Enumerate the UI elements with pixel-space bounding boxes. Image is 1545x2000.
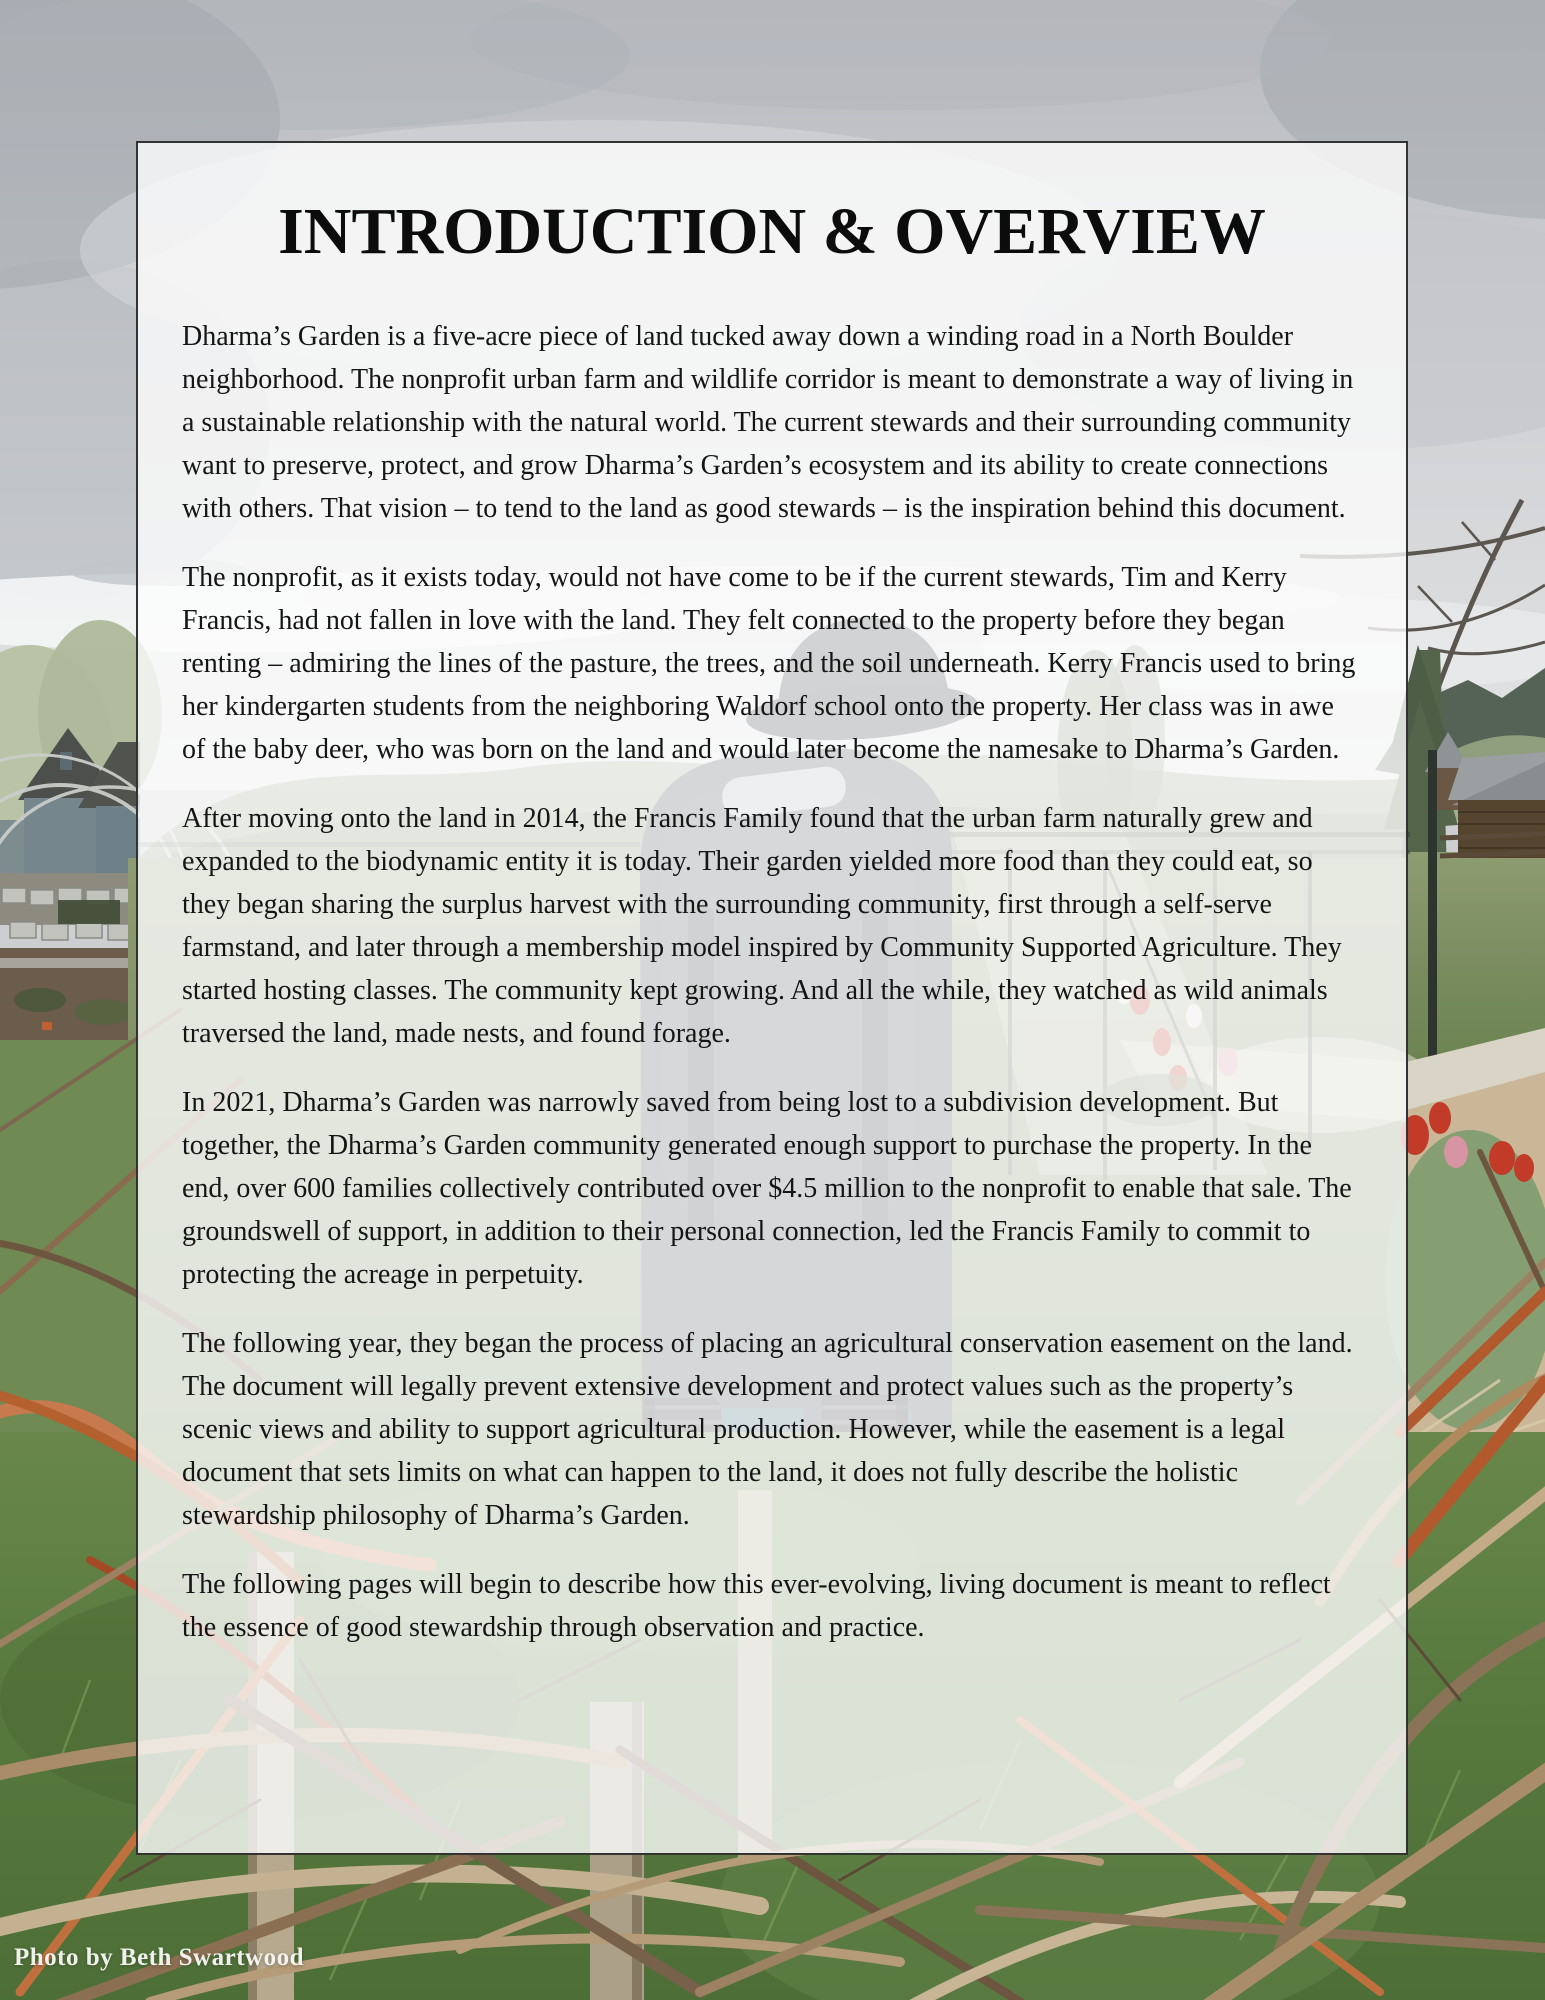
paragraph-5: The following year, they began the process of placing an agricultural conservation easement on the land. The document will legally prevent extensive development and protect values such as the property’s scenic views and ability to support agricultural production. However, while the easement is a legal document that sets limits on what can happen to the land, it does not fully describe the holistic stewardship philosophy of Dharma’s Garden.: [182, 1328, 1353, 1531]
paragraph-1: Dharma’s Garden is a five-acre piece of land tucked away down a winding road in a North Boulder neighborhood. The nonprofit urban farm and wildlife corridor is meant to demonstrate a way of living in a sustainable relationship with the natural world. The current stewards and their surrounding community want to preserve, protect, and grow Dharma’s Garden’s ecosystem and its ability to create connections with others. That vision – to tend to the land as good stewards – is the inspiration behind this document.: [182, 321, 1354, 524]
paragraph-6: The following pages will begin to describe how this ever-evolving, living document is meant to reflect the essence of good stewardship through observation and practice.: [182, 1569, 1331, 1643]
paragraph-3: After moving onto the land in 2014, the Francis Family found that the urban farm naturally grew and expanded to the biodynamic entity it is today. Their garden yielded more food than they could eat, so they began sharing the surplus harvest with the surrounding community, first through a self-serve farmstand, and later through a membership model inspired by Community Supported Agriculture. They started hosting classes. The community kept growing. And all the while, they watched as wild animals traversed the land, made nests, and found forage.: [182, 803, 1342, 1049]
paragraph-4: In 2021, Dharma’s Garden was narrowly saved from being lost to a subdivision development. But together, the Dharma’s Garden community generated enough support to purchase the property. In the end, over 600 families collectively contributed over $4.5 million to the nonprofit to enable that sale. The groundswell of support, in addition to their personal connection, led the Francis Family to commit to protecting the acreage in perpetuity.: [182, 1087, 1352, 1290]
page-title: INTRODUCTION & OVERVIEW: [278, 195, 1266, 268]
garden-beds: [0, 873, 142, 1040]
photo-credit: Photo by Beth Swartwood: [14, 1944, 304, 1971]
paragraph-2: The nonprofit, as it exists today, would not have come to be if the current stewards, Tim and Kerry Francis, had not fallen in love with the land. They felt connected to the property before they began renting – admiring the lines of the pasture, the trees, and the soil underneath. Kerry Francis used to bring her kindergarten students from the neighboring Waldorf school onto the property. Her class was in awe of the baby deer, who was born on the land and would later become the namesake to Dharma’s Garden.: [182, 562, 1356, 765]
document-box: [136, 141, 1408, 1855]
